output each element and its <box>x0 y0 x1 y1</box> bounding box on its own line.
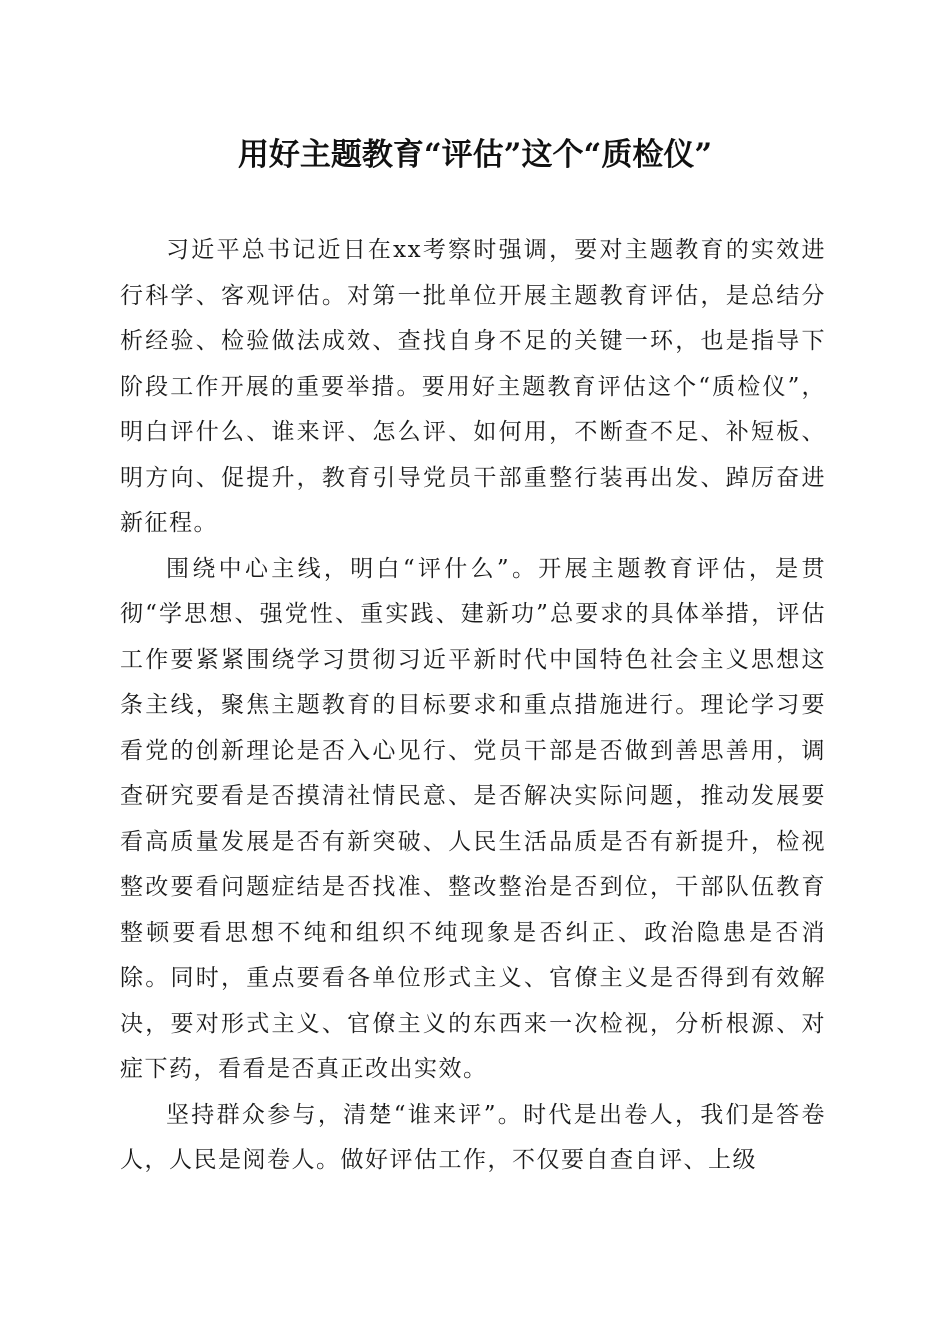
paragraph-intro: 习近平总书记近日在xx考察时强调，要对主题教育的实效进行科学、客观评估。对第一批单位开展主题教育评估，是总结分析经验、检验做法成效、查找自身不足的关键一环，也是指导下阶段工作开展的重要举措。要用好主题教育评估这个“质检仪”，明白评什么、谁来评、怎么评、如何用，不断查不足、补短板、明方向、促提升，教育引导党员干部重整行装再出发、踔厉奋进新征程。 <box>120 237 826 536</box>
paragraph-what-to-evaluate: 围绕中心主线，明白“评什么”。开展主题教育评估，是贯彻“学思想、强党性、重实践、建新功”总要求的具体举措，评估工作要紧紧围绕学习贯彻习近平新时代中国特色社会主义思想这条主线，聚焦主题教育的目标要求和重点措施进行。理论学习要看党的创新理论是否入心见行、党员干部是否做到善思善用，调查研究要看是否摸清社情民意、是否解决实际问题，推动发展要看高质量发展是否有新突破、人民生活品质是否有新提升，检视整改要看问题症结是否找准、整改整治是否到位，干部队伍教育整顿要看思想不纯和组织不纯现象是否纠正、政治隐患是否消除。同时，重点要看各单位形式主义、官僚主义是否得到有效解决，要对形式主义、官僚主义的东西来一次检视，分析根源、对症下药，看看是否真正改出实效。 <box>120 555 826 1082</box>
paragraph-who-evaluates: 坚持群众参与，清楚“谁来评”。时代是出卷人，我们是答卷人，人民是阅卷人。做好评估工作，不仅要自查自评、上级 <box>120 1101 826 1173</box>
document-body <box>120 228 826 1184</box>
document-title: 用好主题教育“评估”这个“质检仪” <box>237 137 713 173</box>
